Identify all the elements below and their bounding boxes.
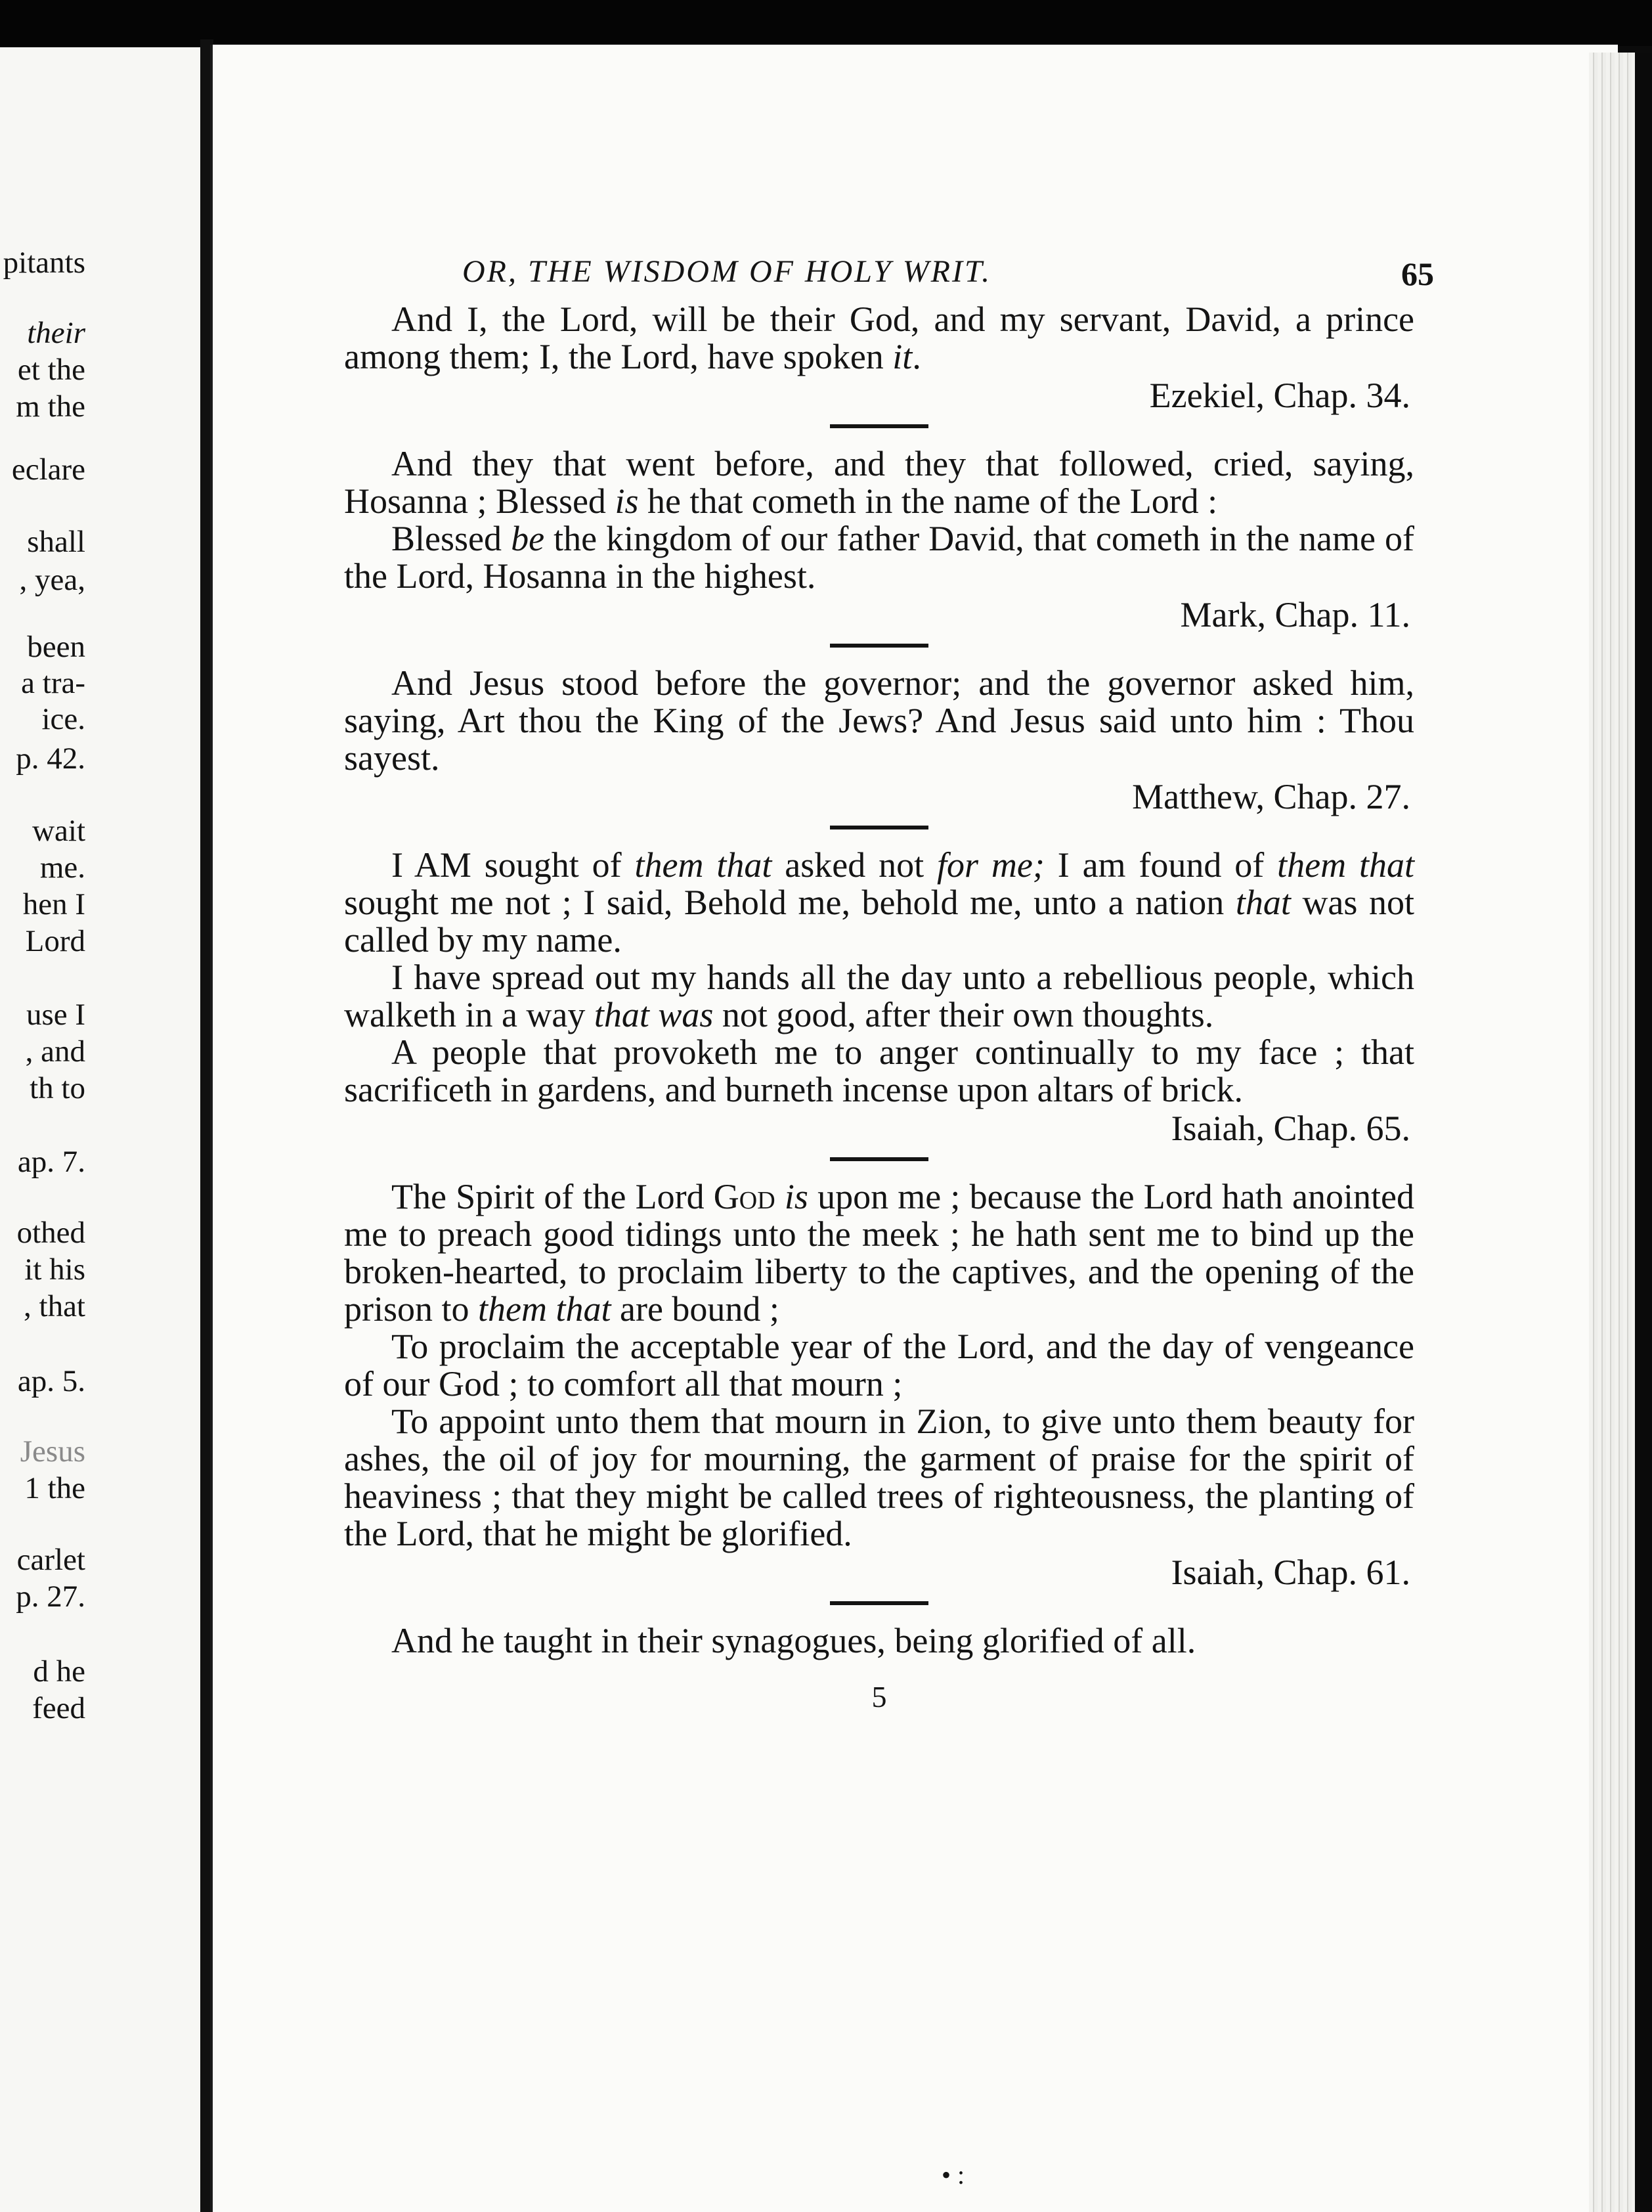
scripture-passage [344, 1622, 1414, 1660]
facing-page-line: ice. [41, 702, 85, 736]
scripture-passage [344, 301, 1414, 415]
facing-page-line: hen I [22, 887, 85, 921]
scripture-passage [344, 665, 1414, 816]
section-divider-rule [830, 1157, 928, 1161]
passage-paragraph: To appoint unto them that mourn in Zion, to give unto them beauty for ashes, the oil of joy for mourning, the garment of praise for the spirit of heaviness ; that they might be called trees of righteousness, the planting of the Lord, that he might be glorified. [344, 1402, 1414, 1553]
facing-page-line: carlet [16, 1543, 85, 1577]
passage-paragraph: And Jesus stood before the governor; and the governor asked him, saying, Art thou the King of the Jews? And Jesus said unto him : Thou sayest. [344, 663, 1414, 778]
page-stack-edge [1589, 53, 1635, 2212]
facing-page-line: eclare [11, 453, 85, 487]
passage-paragraph: A people that provoketh me to anger continually to my face ; that sacrificeth in gardens, and burneth incense upon altars of brick. [344, 1032, 1414, 1109]
facing-page-line: , that [24, 1289, 85, 1323]
facing-page-line: a tra- [21, 666, 85, 700]
facing-page-line: been [27, 630, 85, 664]
section-divider-rule [830, 826, 928, 830]
facing-page-line: wait [32, 814, 85, 848]
passage-paragraph: And I, the Lord, will be their God, and my servant, David, a prince among them; I, the Lord, have spoken it. [344, 299, 1414, 376]
facing-page-line: ap. 5. [17, 1364, 85, 1398]
passage-paragraph: And they that went before, and they that followed, cried, saying, Hosanna ; Blessed is he that cometh in the name of the Lord : [344, 444, 1414, 521]
facing-page-line: pitants [3, 246, 85, 280]
scripture-passage [344, 847, 1414, 1148]
facing-page-line: it his [24, 1252, 85, 1287]
passage-citation: Mark, Chap. 11. [1180, 595, 1410, 634]
page-body [344, 301, 1414, 1714]
facing-page-line: d he [33, 1654, 85, 1689]
passage-citation: Isaiah, Chap. 65. [1171, 1109, 1410, 1148]
passage-paragraph: And he taught in their synagogues, being glorified of all. [391, 1621, 1196, 1660]
bottom-marks: • : [942, 2160, 965, 2190]
running-head: OR, THE WISDOM OF HOLY WRIT. [462, 254, 992, 289]
passage-paragraph: I AM sought of them that asked not for me; I am found of them that sought me not ; I said, Behold me, behold me, unto a nation that was not called by my name. [344, 845, 1415, 960]
facing-page-line: th to [30, 1071, 85, 1105]
section-divider-rule [830, 1601, 928, 1605]
scripture-passage [344, 1178, 1414, 1592]
passage-paragraph: To proclaim the acceptable year of the Lord, and the day of vengeance of our God ; to comfort all that mourn ; [344, 1327, 1414, 1404]
page-header [462, 254, 1434, 299]
scripture-passage [344, 445, 1414, 634]
facing-page-line: m the [16, 389, 85, 424]
facing-page-line: othed [16, 1216, 85, 1250]
facing-page-fragment [0, 47, 200, 2212]
facing-page-line: Lord [25, 924, 85, 958]
facing-page-line: , and [25, 1034, 85, 1069]
facing-page-line: me. [39, 851, 85, 885]
facing-page-line: ap. 7. [17, 1145, 85, 1179]
section-divider-rule [830, 644, 928, 648]
facing-page-line: et the [17, 353, 85, 387]
passage-citation: Isaiah, Chap. 61. [1171, 1553, 1410, 1592]
facing-page-line: use I [26, 998, 85, 1032]
facing-page-line: , yea, [19, 563, 85, 597]
page-number: 65 [1401, 255, 1434, 292]
signature-mark: 5 [871, 1680, 887, 1714]
passage-citation: Matthew, Chap. 27. [1132, 777, 1410, 816]
passage-paragraph: Blessed be the kingdom of our father David, that cometh in the name of the Lord, Hosanna in the highest. [344, 519, 1414, 596]
facing-page-line: p. 27. [16, 1580, 85, 1614]
facing-page-line: feed [32, 1691, 85, 1725]
facing-page-line: 1 the [24, 1471, 85, 1505]
passage-paragraph: The Spirit of the Lord God is upon me ; because the Lord hath anointed me to preach good tidings unto the meek ; he hath sent me to bind up the broken-hearted, to proclaim liberty to the captives, and the opening of the prison to them that are bound ; [344, 1177, 1415, 1329]
book-page [210, 45, 1618, 2212]
facing-page-line: shall [27, 525, 85, 559]
scan-right-border [1635, 53, 1652, 2212]
facing-page-line: Jesus [20, 1434, 85, 1469]
facing-page-line: p. 42. [16, 741, 85, 776]
scan-top-border [0, 0, 1652, 46]
passage-citation: Ezekiel, Chap. 34. [1149, 376, 1410, 415]
facing-page-line: their [27, 316, 85, 350]
passage-paragraph: I have spread out my hands all the day unto a rebellious people, which walketh in a way that was not good, after their own thoughts. [344, 958, 1414, 1034]
section-divider-rule [830, 424, 928, 428]
